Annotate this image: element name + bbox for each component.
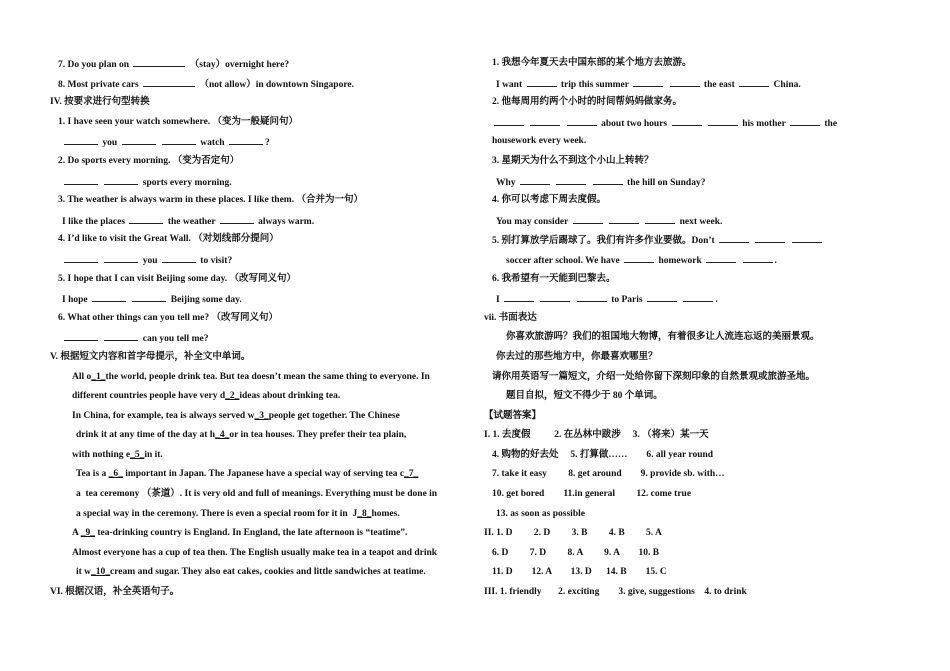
answer-key-title: 【试题答案】	[484, 410, 542, 421]
answer-blank[interactable]	[104, 250, 138, 263]
answer-blank[interactable]	[64, 250, 98, 263]
answer-blank[interactable]	[162, 250, 196, 263]
answer-blank[interactable]	[64, 328, 98, 341]
answer-blank[interactable]	[739, 74, 769, 87]
translate-2: 2. 他每周用约两个小时的时间帮妈妈做家务。	[492, 97, 683, 108]
writing-prompt-2: 你去过的那些地方中，你最喜欢哪里？	[496, 351, 658, 362]
translate-1: 1. 我想今年夏天去中国东部的某个地方去旅游。	[492, 58, 692, 68]
transform-3-answer: I like the places the weather always warm.	[50, 211, 460, 231]
answer-key-line-4: 10. get bored 11.in general 12. come true	[492, 489, 692, 500]
transform-1: 1. I have seen your watch somewhere. （变为一般疑问句）	[58, 116, 299, 127]
translate-5-answer: soccer after school. We have homework .	[484, 250, 904, 270]
answer-blank[interactable]	[556, 172, 586, 185]
translate-2-answer-cont: housework every week.	[492, 136, 587, 147]
writing-prompt-1: 你喜欢旅游吗？我们的祖国地大物博，有着很多让人流连忘返的美丽景观。	[506, 332, 820, 343]
passage-line-9: A _9_ tea-drinking country is England. In England, the late afternoon is “teatime”.	[72, 528, 408, 539]
answer-blank[interactable]	[790, 113, 820, 126]
answer-blank[interactable]	[143, 74, 195, 87]
answer-blank[interactable]	[755, 230, 785, 243]
passage-line-6: Tea is a _6_ important in Japan. The Japanese have a special way of serving tea c_7_	[76, 469, 419, 480]
answer-key-line-9: III. 1. friendly 2. exciting 3. give, suggestions 4. to drink	[484, 587, 747, 598]
transform-2-answer: sports every morning.	[50, 172, 460, 192]
answer-key-line-2: 4. 购物的好去处 5. 打算做…… 6. all year round	[492, 449, 714, 460]
answer-blank[interactable]	[609, 211, 639, 224]
answer-key-line-3: 7. take it easy 8. get around 9. provide sb. with…	[492, 469, 725, 480]
answer-blank[interactable]	[520, 172, 550, 185]
answer-blank[interactable]	[706, 250, 736, 263]
answer-blank[interactable]	[122, 132, 156, 145]
writing-prompt-3: 请你用英语写一篇短文，介绍一处给你留下深刻印象的自然景观或旅游圣地。	[492, 371, 816, 382]
transform-4-answer: you to visit?	[50, 250, 460, 270]
answer-blank[interactable]	[567, 113, 597, 126]
answer-blank[interactable]	[792, 230, 822, 243]
section-vi-title: VI. 根据汉语，补全英语句子。	[50, 587, 180, 598]
passage-line-3: In China, for example, tea is always served w_3_people get together. The Chinese	[72, 410, 400, 421]
transform-6: 6. What other things can you tell me? （改写同义句）	[58, 312, 278, 323]
translate-6: 6. 我希望有一天能到巴黎去。	[492, 273, 616, 284]
right-column	[484, 54, 904, 603]
transform-2: 2. Do sports every morning. （变为否定句）	[58, 155, 240, 166]
answer-blank[interactable]	[530, 113, 560, 126]
answer-blank[interactable]	[104, 172, 138, 185]
answer-blank[interactable]	[672, 113, 702, 126]
translate-2-answer: about two hours his mother the	[484, 113, 904, 133]
answer-blank[interactable]	[92, 289, 126, 302]
answer-blank[interactable]	[220, 211, 254, 224]
answer-blank[interactable]	[683, 289, 713, 302]
answer-blank[interactable]	[670, 74, 700, 87]
passage-line-1: All o_1_the world, people drink tea. But tea doesn’t mean the same thing to everyone. In	[72, 371, 430, 382]
answer-blank[interactable]	[577, 289, 607, 302]
transform-5-answer: I hope Beijing some day.	[50, 289, 460, 309]
translate-5: 5. 别打算放学后踢球了。我们有许多作业要做。Don’t	[484, 230, 904, 250]
section-v-title: V. 根据短文内容和首字母提示，补全文中单词。	[50, 351, 251, 362]
answer-blank[interactable]	[743, 250, 773, 263]
answer-blank[interactable]	[527, 74, 557, 87]
answer-blank[interactable]	[162, 132, 196, 145]
transform-1-answer: you watch ?	[50, 132, 460, 152]
answer-blank[interactable]	[104, 328, 138, 341]
question-8: 8. Most private cars （not allow）in downtown Singapore.	[50, 74, 460, 94]
answer-blank[interactable]	[633, 74, 663, 87]
passage-line-8: a special way in the ceremony. There is even a special room for it in J_8_homes.	[76, 508, 400, 519]
answer-key-line-1: I. 1. 去度假 2. 在丛林中跋涉 3. （将来）某一天	[484, 430, 709, 441]
left-column	[50, 54, 460, 603]
answer-blank[interactable]	[719, 230, 749, 243]
answer-blank[interactable]	[593, 172, 623, 185]
answer-blank[interactable]	[64, 172, 98, 185]
translate-3-answer: Why the hill on Sunday?	[484, 172, 904, 192]
section-iv-title: IV. 按要求进行句型转换	[50, 97, 150, 108]
answer-blank[interactable]	[708, 113, 738, 126]
translate-1-answer: I want trip this summer the east China.	[484, 74, 904, 94]
answer-blank[interactable]	[573, 211, 603, 224]
translate-4: 4. 你可以考虑下周去度假。	[492, 195, 607, 206]
transform-4: 4. I’d like to visit the Great Wall. （对划线部分提问）	[58, 234, 279, 245]
section-vii-title: vii. 书面表达	[484, 312, 537, 323]
passage-line-11: it w_10_cream and sugar. They also eat cakes, cookies and little sandwiches at teatime.	[76, 567, 426, 578]
translate-3: 3. 星期天为什么不到这个小山上转转？	[492, 155, 654, 166]
answer-key-line-7: 6. D 7. D 8. A 9. A 10. B	[492, 547, 660, 558]
answer-blank[interactable]	[133, 54, 185, 67]
answer-blank[interactable]	[647, 289, 677, 302]
answer-key-line-5: 13. as soon as possible	[496, 508, 585, 519]
transform-6-answer: can you tell me?	[50, 328, 460, 348]
answer-blank[interactable]	[504, 289, 534, 302]
answer-blank[interactable]	[132, 289, 166, 302]
answer-blank[interactable]	[494, 113, 524, 126]
question-7: 7. Do you plan on （stay）overnight here?	[50, 54, 460, 74]
answer-blank[interactable]	[645, 211, 675, 224]
answer-blank[interactable]	[229, 132, 263, 145]
answer-key-line-6: II. 1. D 2. D 3. B 4. B 5. A	[484, 528, 662, 539]
passage-line-2: different countries people have very d_2_ideas about drinking tea.	[72, 391, 341, 402]
writing-prompt-4: 题目自拟，短文不得少于 80 个单词。	[506, 391, 663, 402]
passage-line-5: with nothing e_5_in it.	[72, 449, 163, 460]
answer-blank[interactable]	[540, 289, 570, 302]
transform-5: 5. I hope that I can visit Beijing some day. （改写同义句）	[58, 273, 297, 284]
answer-blank[interactable]	[64, 132, 98, 145]
answer-blank[interactable]	[129, 211, 163, 224]
passage-line-7: a tea ceremony （茶道）. It is very old and full of meanings. Everything must be done in	[76, 489, 438, 500]
answer-key-line-8: 11. D 12. A 13. D 14. B 15. C	[492, 567, 667, 578]
answer-blank[interactable]	[624, 250, 654, 263]
translate-4-answer: You may consider next week.	[484, 211, 904, 231]
passage-line-4: drink it at any time of the day at h_4_or in tea houses. They prefer their tea plain,	[76, 430, 407, 441]
translate-6-answer: I to Paris .	[484, 289, 904, 309]
transform-3: 3. The weather is always warm in these places. I like them. （合并为一句）	[58, 195, 363, 206]
passage-line-10: Almost everyone has a cup of tea then. The English usually make tea in a teapot and drink	[72, 547, 438, 558]
